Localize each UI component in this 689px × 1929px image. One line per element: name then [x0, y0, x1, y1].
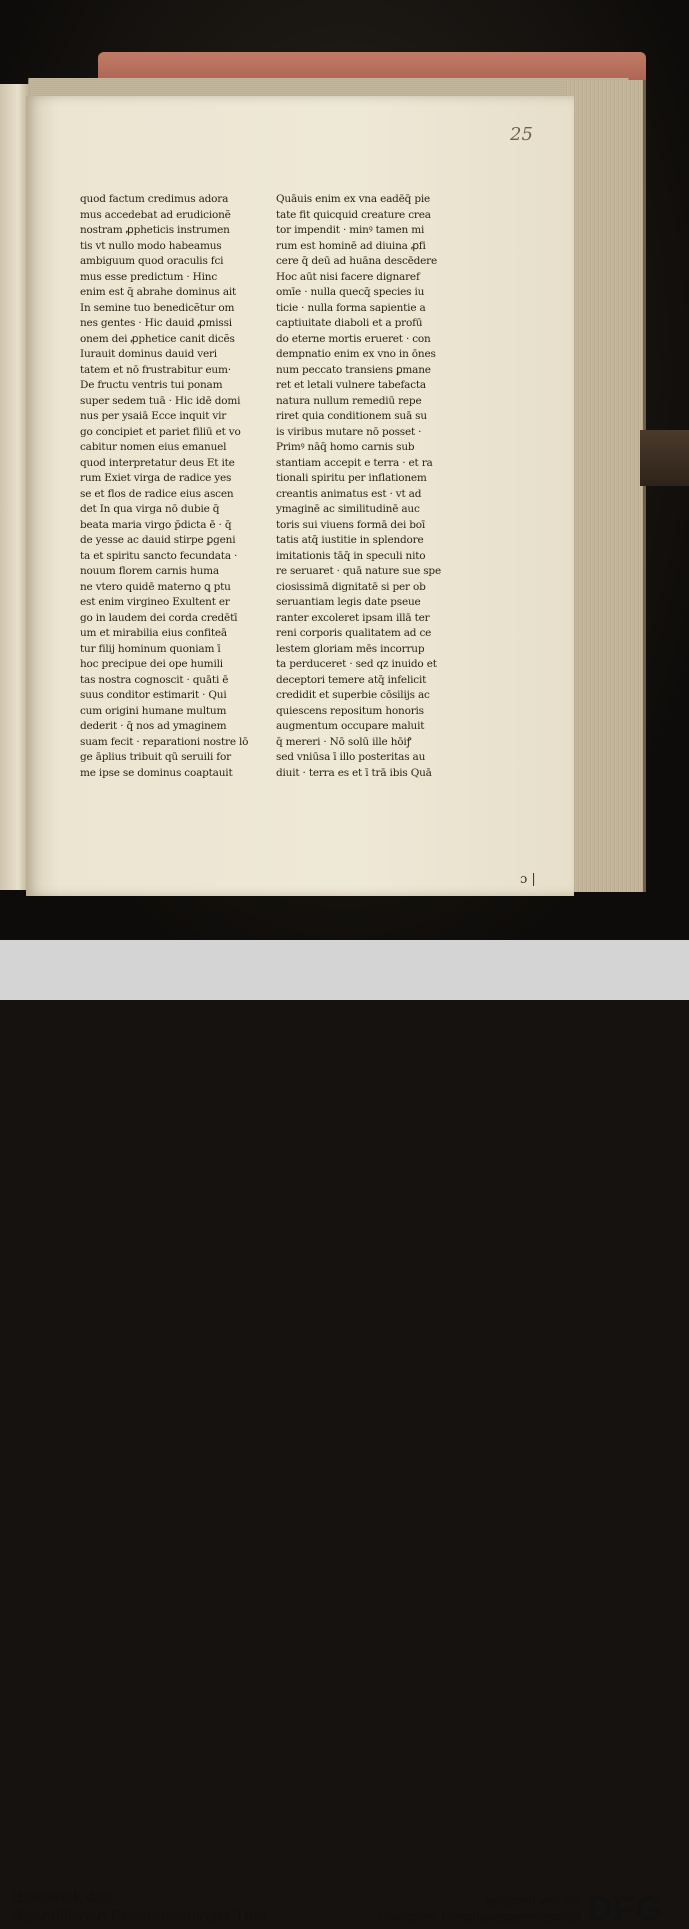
- text-column-right: [276, 192, 441, 781]
- text-line: tur filij hominum quoniam ī: [80, 642, 221, 655]
- text-line: tas nostra cognoscit · quāti ē: [80, 673, 229, 686]
- text-line: go in laudem dei corda credētī: [80, 611, 238, 624]
- text-line: dederit · q̄ nos ad ymaginem: [80, 720, 227, 732]
- text-line: beata maria virgo p̄dicta ē · q̄: [80, 518, 232, 531]
- text-line: suus conditor estimarit · Qui: [80, 689, 227, 701]
- text-line: est enim virgineo Exultent er: [80, 596, 230, 608]
- text-line: cere q̄ deū ad huāna descēdere: [276, 255, 438, 267]
- text-line: ymaginē ac similitudinē auc: [276, 503, 420, 515]
- funding-line-2: Deutschen Forschungsgemeinschaft: [378, 1910, 581, 1924]
- text-line: omīe · nulla quecq̄ species iu: [276, 286, 425, 298]
- text-line: quod factum credimus adora: [80, 193, 229, 205]
- text-line: rum est hominē ad diuina ꝓfi: [276, 239, 426, 252]
- text-line: suam fecit · reparationi nostre lō: [80, 735, 249, 748]
- library-line-1: Bibliothek des: [12, 1889, 112, 1906]
- text-line: is viribus mutare nō posset ·: [276, 425, 422, 438]
- text-line: num peccato transiens ꝑmane: [276, 363, 431, 376]
- text-line: augmentum occupare maluit: [276, 720, 425, 732]
- text-line: re seruaret · quā nature sue spe: [276, 565, 441, 577]
- text-line: De fructu ventris tui ponam: [80, 379, 223, 391]
- text-line: super sedem tuā · Hic idē domi: [80, 394, 241, 407]
- text-line: de yesse ac dauid stirpe ꝑgeni: [80, 534, 236, 546]
- text-line: q̄ mereri · Nō solū ille hōiꝭ: [276, 735, 412, 748]
- text-line: ciosissimā dignitatē si per ob: [276, 580, 426, 593]
- text-line: seruantiam legis date pseue: [276, 596, 421, 608]
- text-line: tor impendit · minꝰ tamen mi: [276, 224, 425, 236]
- text-line: cum origini humane multum: [80, 704, 227, 717]
- text-line: hoc precipue dei ope humili: [80, 658, 223, 670]
- text-line: dempnatio enim ex vno in ōnes: [276, 348, 436, 360]
- text-line: onem dei ꝓphetice canit dicẽs: [80, 332, 235, 345]
- text-line: ta perduceret · sed qz inuido et: [276, 658, 437, 670]
- text-line: ticie · nulla forma sapientie a: [276, 301, 426, 314]
- text-line: tionali spiritu per inflationem: [276, 472, 427, 484]
- text-line: reni corporis qualitatem ad ce: [276, 627, 432, 639]
- text-line: ta et spiritu sancto fecundata ·: [80, 549, 238, 562]
- text-line: Hoc aūt nisi facere dignaref: [276, 270, 420, 283]
- text-line: det In qua virga nō dubie q̄: [80, 503, 220, 515]
- text-line: captiuitate diaboli et a profū: [276, 317, 423, 329]
- text-line: deceptori temere atq̄ infelicit: [276, 673, 427, 686]
- text-line: ret et letali vulnere tabefacta: [276, 379, 426, 391]
- text-line: go concipiet et pariet filiū et vo: [80, 425, 241, 438]
- text-line: Iurauit dominus dauid veri: [80, 348, 217, 360]
- text-line: tis vt nullo modo habeamus: [80, 239, 222, 252]
- text-line: toris sui viuens formā dei boī: [276, 518, 426, 531]
- text-line: In semine tuo benedicẽtur om: [80, 301, 235, 314]
- text-line: tatem et nō frustrabitur eum·: [80, 363, 231, 376]
- text-line: natura nullum remediū repe: [276, 394, 422, 407]
- library-name: [12, 1888, 267, 1926]
- text-line: nes gentes · Hic dauid ꝓmissi: [80, 317, 232, 329]
- text-line: tate fit quicquid creature crea: [276, 208, 431, 221]
- text-line: sed vniūsa ī illo posteritas au: [276, 751, 426, 763]
- text-line: um et mirabilia eius confiteā: [80, 627, 227, 639]
- digitization-footer: [0, 940, 689, 1928]
- dfg-logo: DFG: [588, 1890, 663, 1928]
- text-line: mus esse predictum · Hinc: [80, 270, 218, 283]
- funding-note: [378, 1893, 581, 1925]
- text-line: quod interpretatur deus Et ite: [80, 456, 235, 469]
- text-line: Primꝰ nāq̄ homo carnis sub: [276, 441, 415, 453]
- text-line: rum Exiet virga de radice yes: [80, 472, 232, 484]
- text-line: me ipse se dominus coaptauit: [80, 766, 233, 779]
- clasp-strap: [640, 430, 689, 486]
- text-line: nostram ꝓpheticis instrumen: [80, 224, 230, 236]
- text-line: tatis atq̄ iustitie in splendore: [276, 534, 424, 546]
- folio-number: 25: [510, 124, 533, 145]
- text-line: ambiguum quod oraculis fci: [80, 255, 224, 267]
- text-line: se et flos de radice eius ascen: [80, 487, 234, 500]
- text-line: diuit · terra es et ī trā ibis Quā: [276, 766, 432, 779]
- text-line: nouum florem carnis huma: [80, 565, 219, 577]
- text-line: lestem gloriam mēs incorrup: [276, 642, 425, 655]
- text-line: enim est q̄ abrahe dominus ait: [80, 286, 237, 298]
- library-line-2: Bischöflichen Priesterseminars Trier: [12, 1908, 268, 1925]
- text-line: do eterne mortis erueret · con: [276, 332, 431, 345]
- text-column-left: [80, 192, 249, 781]
- text-line: imitationis tāq̄ in speculi nito: [276, 549, 426, 562]
- text-line: Quāuis enim ex vna eadēq̄ pie: [276, 193, 431, 205]
- text-line: ge āplius tribuit qū seruili for: [80, 751, 231, 763]
- text-line: riret quia conditionem suā su: [276, 410, 427, 422]
- catchword-mark: ɔ |: [520, 872, 536, 887]
- text-line: cabitur nomen eius emanuel: [80, 441, 227, 453]
- text-line: nus per ysaiā Ecce inquit vir: [80, 410, 227, 422]
- funding-line-1: gefördert von der: [485, 1894, 581, 1908]
- page-stack-fore-edge: [565, 80, 646, 892]
- book-scan: [0, 0, 689, 940]
- text-line: ne vtero quidē materno ꝗ ptu: [80, 580, 231, 593]
- text-line: mus accedebat ad erudicionẽ: [80, 208, 231, 221]
- text-line: creantis animatus est · vt ad: [276, 487, 422, 500]
- text-line: ranter excoleret ipsam illā ter: [276, 611, 430, 624]
- text-line: stantiam accepit e terra · et ra: [276, 456, 433, 469]
- text-line: credidit et superbie cōsilijs ac: [276, 689, 430, 701]
- text-line: quiescens repositum honoris: [276, 704, 424, 717]
